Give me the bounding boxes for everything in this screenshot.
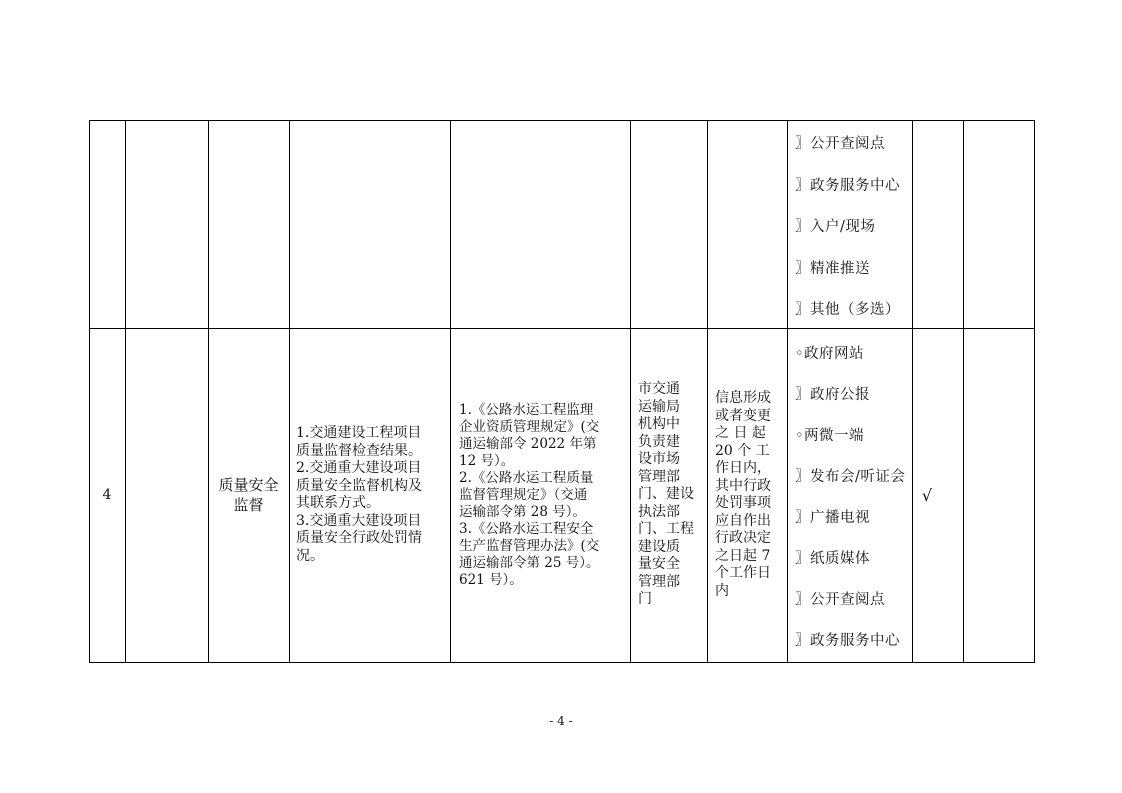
column-divider	[289, 120, 290, 663]
channel-option: ◦政府网站	[795, 346, 865, 362]
channel-option: ◦两微一端	[795, 428, 865, 444]
row-legal-basis: 1.《公路水运工程监理 企业资质管理规定》(交 通运输部令 2022 年第 12 号）。 2.《公路水运工程质量 监督管理规定》（交通 运输部令第 28 号）。 3.《公路水运工程安全 生产监督管理办法》(交 通运输部令第 25 号）。 621 号）。	[459, 401, 600, 588]
row-item-name: 质量安全 监督	[218, 476, 279, 514]
channel-option: 〗其他（多选）	[795, 302, 900, 318]
column-divider	[963, 120, 964, 663]
column-divider	[787, 120, 788, 663]
top-row-channel-list	[795, 120, 910, 328]
channel-option: 〗广播电视	[795, 510, 870, 526]
column-divider	[125, 120, 126, 663]
row-check-mark: √	[921, 485, 933, 505]
table-bottom-border	[89, 662, 1035, 663]
row-channel-list	[795, 328, 910, 662]
channel-option: 〗政务服务中心	[795, 178, 900, 194]
channel-option: 〗政务服务中心	[795, 633, 900, 649]
page-number: - 4 -	[549, 714, 573, 728]
channel-option: 〗公开查阅点	[795, 136, 885, 152]
column-divider	[707, 120, 708, 663]
channel-option: 〗发布会/听证会	[795, 469, 906, 485]
channel-option: 〗纸质媒体	[795, 551, 870, 567]
column-divider	[630, 120, 631, 663]
channel-option: 〗精准推送	[795, 261, 870, 277]
row-responsible-department: 市交通 运输局 机构中 负责建 设市场 管理部 门、建设 执法部 门、工程 建设质 量安全 管理部 门	[638, 381, 694, 608]
table-right-border	[1034, 120, 1035, 663]
channel-option: 〗政府公报	[795, 387, 870, 403]
column-divider	[450, 120, 451, 663]
channel-option: 〗入户/现场	[795, 219, 876, 235]
row-time-limit: 信息形成 或者变更 之 日 起 20 个 工 作日内， 其中行政 处罚事项 应自作出 行政决定 之日起 7 个工作日 内	[715, 390, 771, 599]
channel-option: 〗公开查阅点	[795, 592, 885, 608]
row-content: 1.交通建设工程项目 质量监督检查结果。 2.交通重大建设项目 质量安全监督机构及 其联系方式。 3.交通重大建设项目 质量安全行政处罚情 况。	[296, 425, 422, 564]
row-index: 4	[102, 486, 112, 503]
